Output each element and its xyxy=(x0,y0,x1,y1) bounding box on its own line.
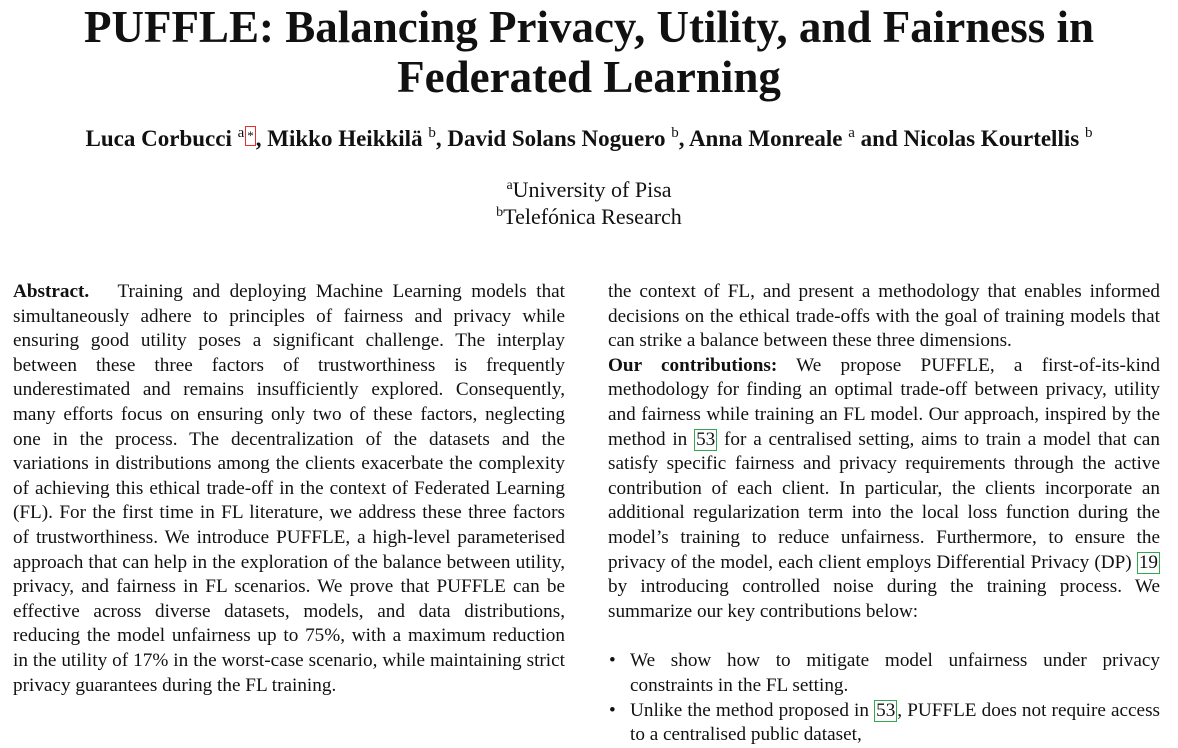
introduction-column xyxy=(608,280,1160,748)
abstract-heading: Abstract. xyxy=(13,281,90,302)
affiliation-line: $^b$Telefónica Research xyxy=(496,204,682,229)
paper-title-line-1: PUFFLE: Balancing Privacy, Utility, and Fairness in xyxy=(83,2,1095,52)
abstract-paragraph xyxy=(13,280,565,698)
author-name: Nicolas Kourtellis xyxy=(903,126,1080,151)
paper-title xyxy=(0,2,1178,102)
bullet-icon: • xyxy=(609,699,616,721)
affiliations xyxy=(0,176,1178,230)
author-name: Mikko Heikkilä xyxy=(267,126,423,151)
author-name: Luca Corbucci xyxy=(85,126,232,151)
affiliation-mark: b xyxy=(1084,125,1093,141)
intro-paragraph: the context of FL, and present a methodology that enables informed decisions on the ethical trade-offs with the goal of training models that can strike a balance between these three dimensions. xyxy=(608,281,1160,352)
affiliation-mark: a xyxy=(237,125,245,141)
author-list: Luca Corbucci $^a$ *, Mikko Heikkilä $^b$, David Solans Noguero $^b$, Anna Monreale $^a$ and Nicolas Kourtellis $^b$ xyxy=(85,125,1093,151)
author-name: Anna Monreale xyxy=(688,126,843,151)
bullet-icon: • xyxy=(609,650,616,672)
affiliation-mark: b xyxy=(671,125,679,141)
abstract-column xyxy=(13,280,565,698)
abstract-text: Training and deploying Machine Learning models that simultaneously adhere to principles of fairness and privacy while ensuring good utility poses a significant challenge. The interplay between these three factors of trustworthiness is frequently underestimated and remains insufficiently explored. Consequently, many efforts focus on ensuring only two of these factors, neglecting one in the process. The decentralization of the datasets and the variations in distributions among the clients exacerbate the complexity of achieving this ethical trade-off in the context of Federated Learning (FL). For the first time in FL literature, we address these three factors of trustworthiness. We introduce PUFFLE, a high-level parameterised approach that can help in the exploration of the balance between utility, privacy, and fairness in FL scenarios. We prove that PUFFLE can be effective across diverse datasets, models, and data distributions, reducing the model unfairness up to 75%, with a maximum reduction in the utility of 17% in the worst-case scenario, while maintaining strict privacy guarantees during the FL training. xyxy=(13,281,566,696)
citation-link-53[interactable]: 53 xyxy=(876,699,896,721)
citation-link-19[interactable]: 19 xyxy=(1138,551,1158,573)
author-name: David Solans Noguero xyxy=(447,126,666,151)
contributions-heading: Our contributions: xyxy=(608,354,778,376)
citation-link-53[interactable]: 53 xyxy=(696,428,716,450)
list-item: • Unlike the method proposed in 53 , PUFFLE does not require access to a centralised public dataset, xyxy=(609,699,1161,746)
contributions-list xyxy=(608,649,1160,747)
paper-title-line-2: Federated Learning xyxy=(397,52,781,102)
footnote-link[interactable]: * xyxy=(245,126,256,146)
list-item: • We show how to mitigate model unfairness under privacy constraints in the FL setting. xyxy=(609,650,1160,696)
affiliation-mark: a xyxy=(848,125,855,141)
author-conjunction: and xyxy=(860,126,898,151)
affiliation-mark: b xyxy=(428,125,436,141)
affiliation-line: $^a$University of Pisa xyxy=(506,177,672,202)
contributions-paragraph: Our contributions: We propose PUFFLE, a first-of-its-kind methodology for finding an optimal trade-off between privacy, utility and fairness while training an FL model. Our approach, inspired by the method in 53 for a centralised setting, aims to train a model that can satisfy specific fairness and privacy requirements through the active contribution of each client. In particular, the clients incorporate an additional regularization term into the local loss function during the model’s training to reduce unfairness. Furthermore, to ensure the privacy of the model, each client employs Differential Privacy (DP) 19 by introducing controlled noise during the training process. We summarize our key contributions below: xyxy=(608,354,1161,622)
